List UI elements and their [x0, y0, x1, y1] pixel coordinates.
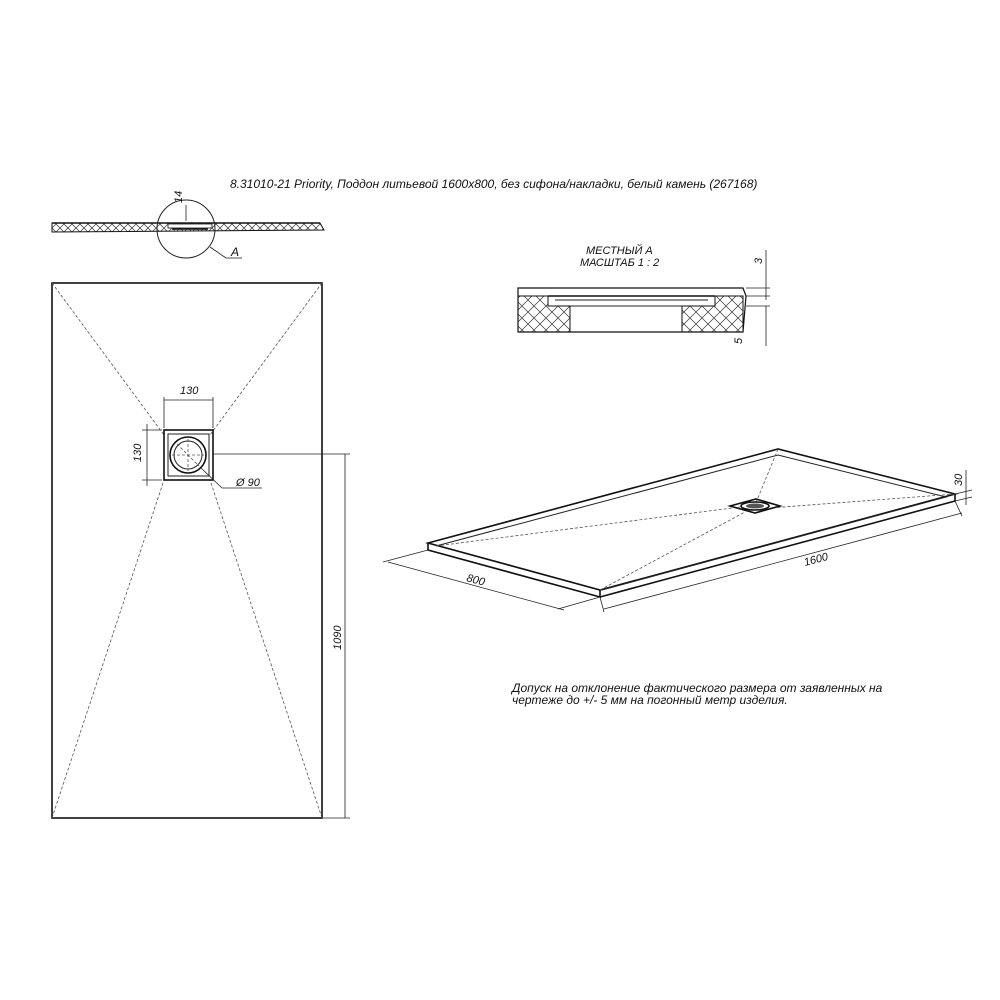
iso-width-label: 800	[465, 572, 487, 589]
detail-dim-top-label: 3	[753, 257, 765, 264]
isometric-view	[383, 449, 972, 612]
detail-title-line2: МАСШТАБ 1 : 2	[580, 257, 660, 269]
plan-view	[52, 283, 350, 818]
drain-diameter-label: Ø 90	[236, 477, 260, 489]
tolerance-note	[512, 682, 932, 706]
detail-title-line1: МЕСТНЫЙ А	[586, 245, 653, 257]
section-view	[52, 191, 324, 259]
plan-length-label: 1090	[332, 625, 344, 650]
tray-outline	[52, 283, 322, 818]
tolerance-note-line1: Допуск на отклонение фактического размера от заявленных на	[512, 681, 883, 695]
section-thickness-label: 14	[173, 190, 185, 203]
detail-view	[518, 244, 770, 346]
tray-top-face	[428, 449, 955, 590]
detail-dim-bottom-label: 5	[733, 337, 745, 344]
drain-height-label: 130	[132, 443, 144, 462]
drain-width-label: 130	[180, 385, 199, 397]
tolerance-note-line2: чертеже до +/- 5 мм на погонный метр изделия.	[512, 693, 788, 707]
iso-length-label: 1600	[802, 550, 830, 569]
iso-height-label: 30	[953, 473, 965, 486]
detail-callout-label: A	[231, 245, 240, 259]
drawing-title: 8.31010-21 Priority, Поддон литьевой 1600x800, без сифона/накладки, белый камень (267168)	[230, 177, 758, 191]
